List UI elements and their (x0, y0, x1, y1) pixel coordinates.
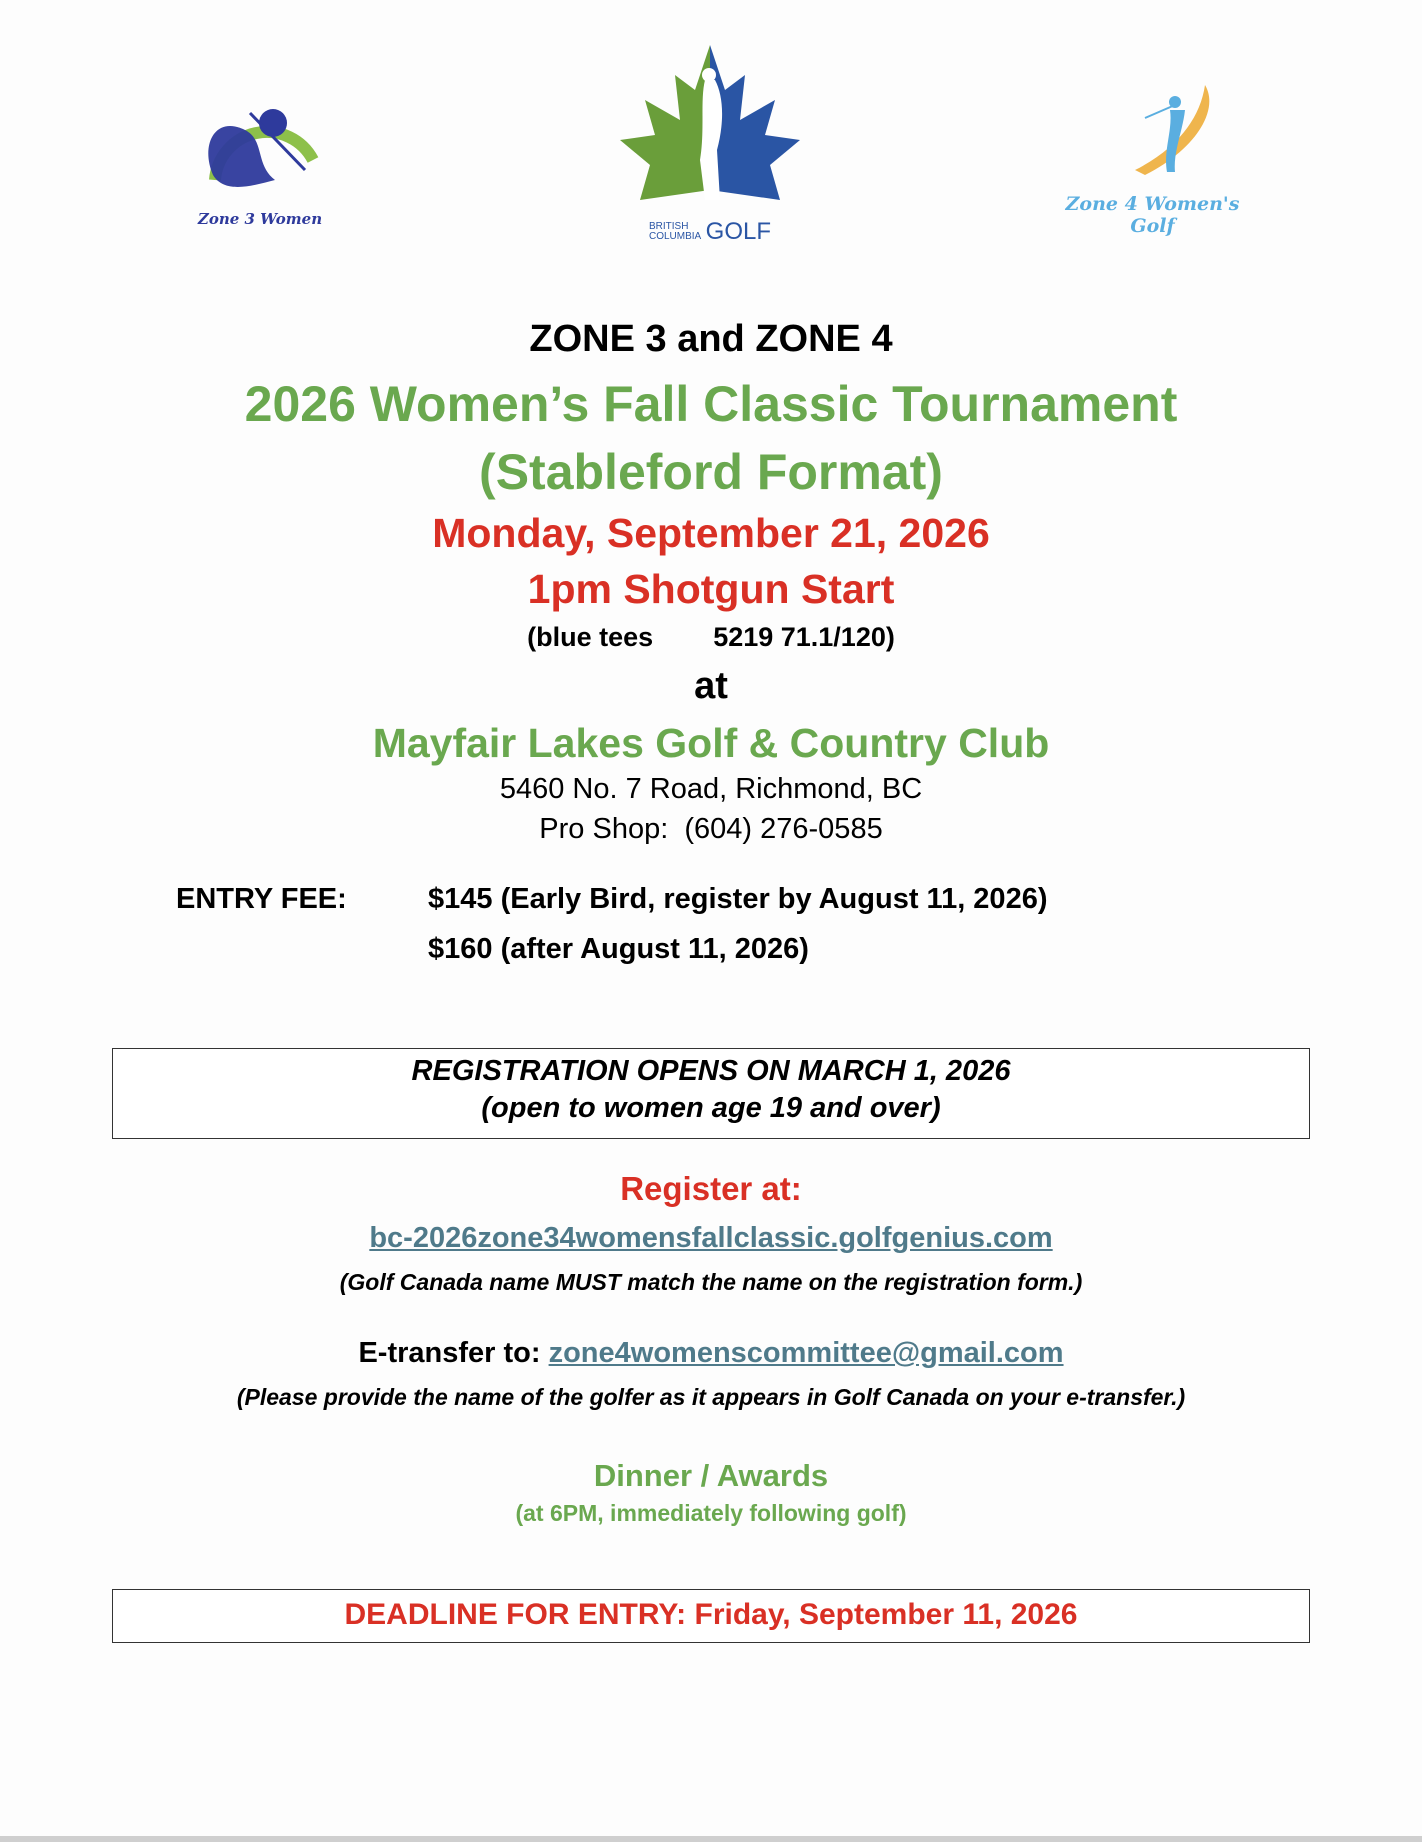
tees-label: (blue tees (527, 622, 654, 652)
bc-golf-logo-text (605, 220, 815, 244)
registration-opens-box (112, 1048, 1310, 1139)
venue-address: 5460 No. 7 Road, Richmond, BC (499, 773, 923, 805)
zone4-logo-text: Zone 4 Women's Golf (1065, 193, 1240, 237)
bc-golf-word: GOLF (705, 218, 772, 245)
venue-name: Mayfair Lakes Golf & Country Club (372, 720, 1050, 766)
zone3-logo (195, 85, 325, 230)
bc-golf-columbia: COLUMBIA (648, 231, 702, 242)
deadline-box (112, 1589, 1310, 1643)
late-fee: $160 (after August 11, 2026) (428, 933, 809, 965)
entry-fee-label: ENTRY FEE: (176, 883, 347, 915)
maple-leaf-golfer-icon (605, 40, 815, 215)
tournament-title: 2026 Women’s Fall Classic Tournament (244, 376, 1178, 432)
shotgun-start: 1pm Shotgun Start (527, 566, 895, 612)
dinner-note: (at 6PM, immediately following golf) (515, 1500, 907, 1526)
at-label: at (694, 665, 728, 707)
etransfer-row (0, 1337, 1422, 1370)
page-bottom-edge (0, 1836, 1422, 1842)
tees-info (0, 622, 1422, 653)
zone3-golfer-icon (195, 85, 325, 205)
zone3-logo-text: Zone 3 Women (197, 210, 323, 228)
early-bird-fee: $145 (Early Bird, register by August 11, 2026) (428, 883, 1048, 915)
zone4-golfer-icon (1045, 80, 1260, 180)
pro-shop-phone: Pro Shop: (604) 276-0585 (539, 813, 883, 845)
dinner-title: Dinner / Awards (593, 1458, 829, 1493)
deadline-text: DEADLINE FOR ENTRY: Friday, September 11, 2026 (344, 1598, 1078, 1631)
eligibility-note: (open to women age 19 and over) (481, 1092, 941, 1124)
registration-link-row (0, 1222, 1422, 1255)
zone4-logo (1045, 80, 1260, 237)
registration-opens: REGISTRATION OPENS ON MARCH 1, 2026 (411, 1055, 1011, 1087)
format-subtitle: (Stableford Format) (479, 444, 943, 500)
register-at-label: Register at: (620, 1170, 802, 1207)
bc-golf-british: BRITISH (648, 221, 689, 232)
name-match-note: (Golf Canada name MUST match the name on the registration form.) (339, 1269, 1083, 1295)
event-date: Monday, September 21, 2026 (432, 510, 990, 556)
bc-golf-logo (605, 40, 815, 250)
tees-rating: 5219 71.1/120) (713, 622, 895, 652)
registration-link[interactable]: bc-2026zone34womensfallclassic.golfgenius.com (369, 1222, 1053, 1254)
etransfer-label: E-transfer to: (358, 1337, 541, 1369)
zones-heading: ZONE 3 and ZONE 4 (529, 318, 893, 360)
etransfer-email-link[interactable]: zone4womenscommittee@gmail.com (548, 1337, 1064, 1369)
etransfer-note: (Please provide the name of the golfer as it appears in Golf Canada on your e-transfer.) (236, 1384, 1186, 1410)
